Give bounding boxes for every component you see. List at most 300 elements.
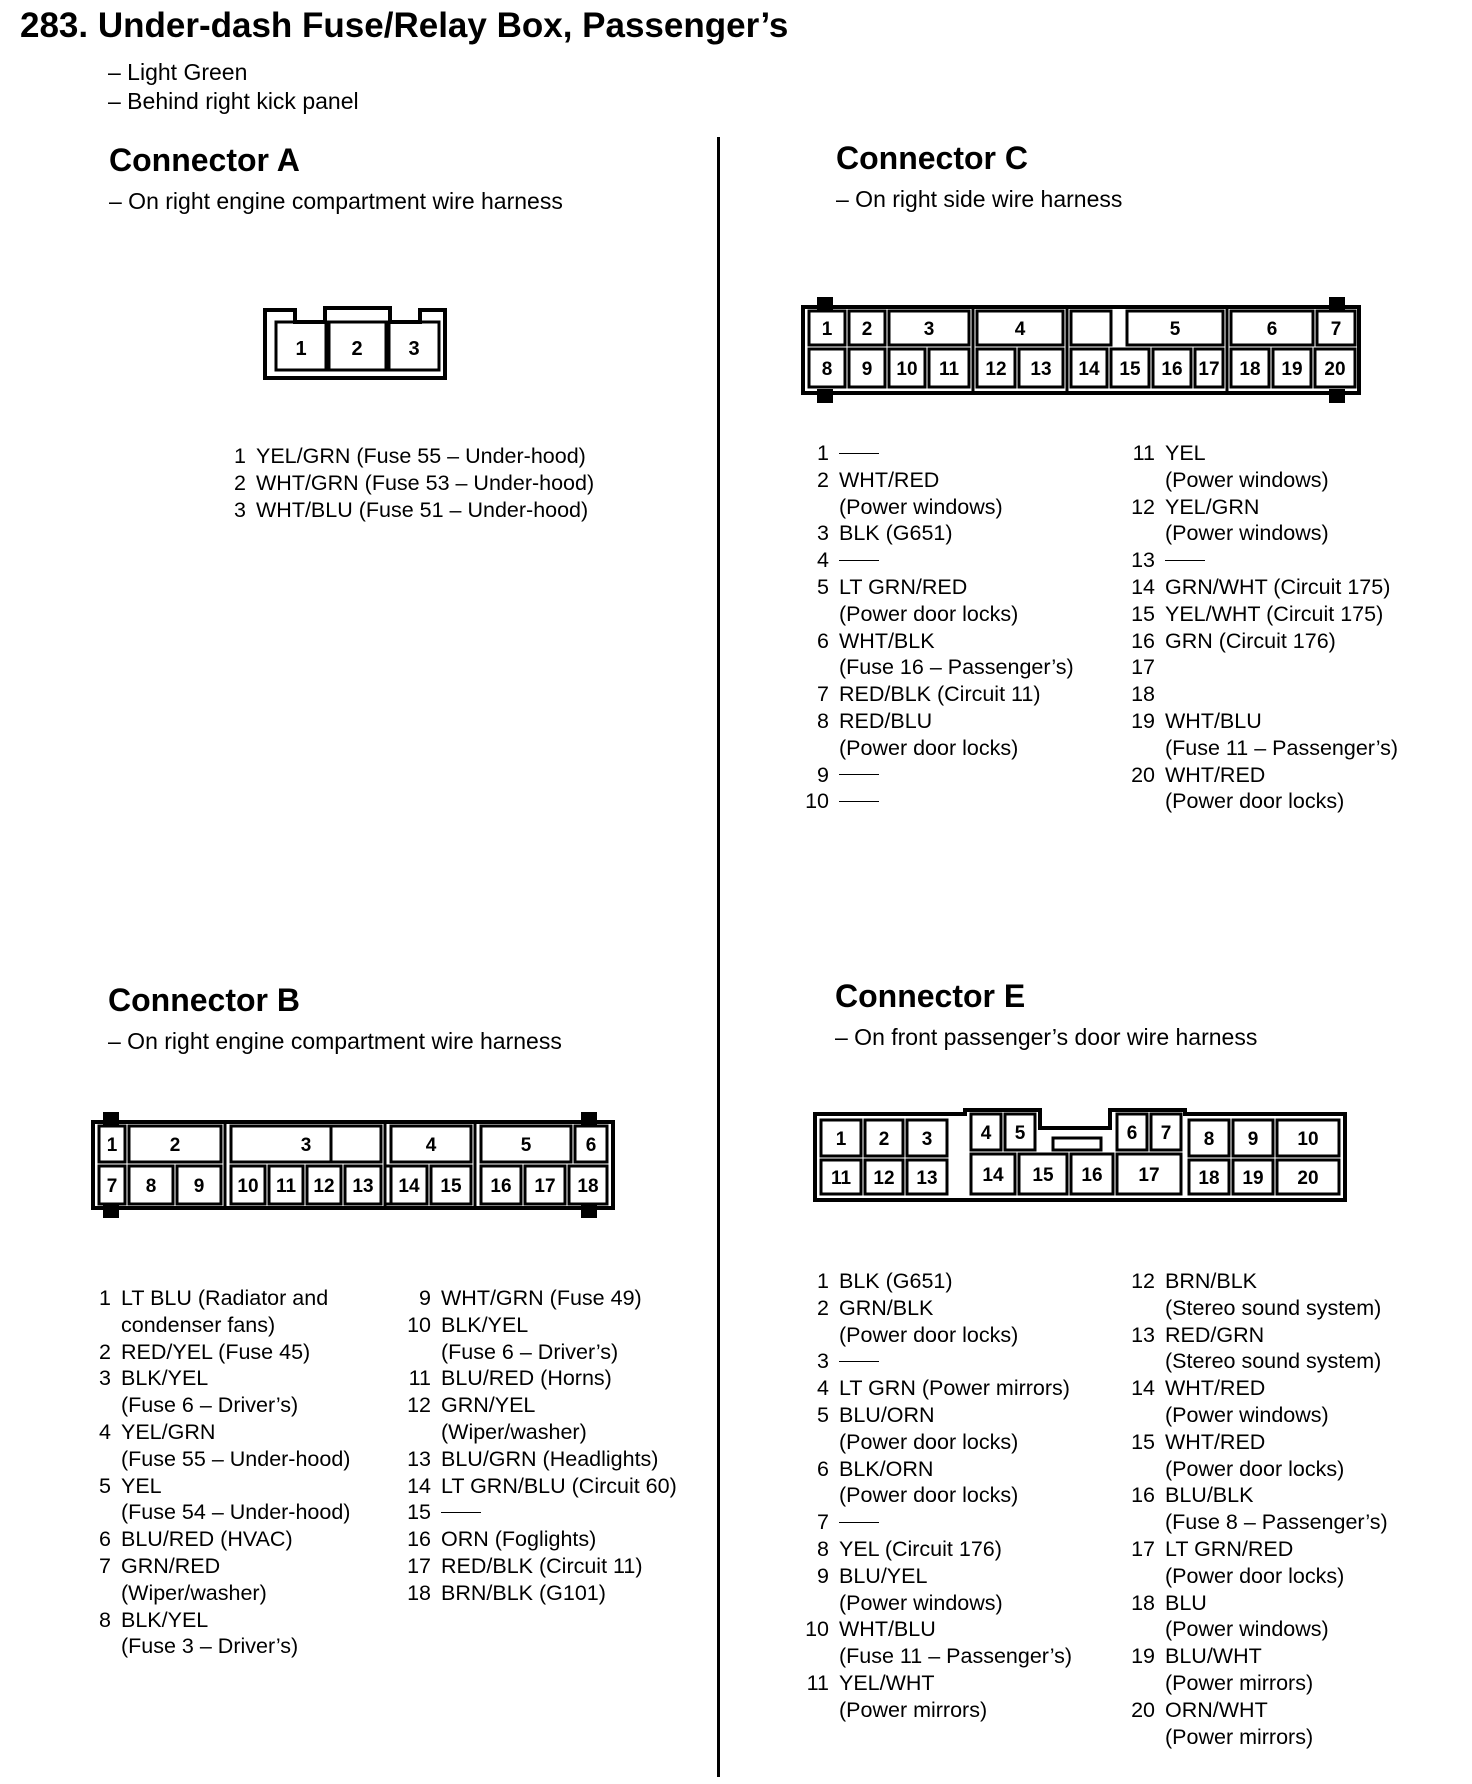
pin-row xyxy=(397,1526,677,1553)
pin-number: 1 xyxy=(234,444,246,468)
pin-row xyxy=(1121,681,1398,708)
pin-description: (Power windows) xyxy=(1165,1402,1329,1427)
pin-row xyxy=(397,1446,677,1473)
pin-number: 20 xyxy=(1131,1697,1155,1722)
pin-number: 4 xyxy=(817,1376,829,1401)
cavity-label: 2 xyxy=(861,319,873,340)
pin-row xyxy=(1121,574,1398,601)
pin-row xyxy=(795,1536,1072,1563)
cavity-label: 10 xyxy=(237,1176,259,1197)
pin-wire: WHT/BLU (Fuse 51 – Under-hood) xyxy=(256,497,589,522)
cavity-label: 5 xyxy=(1014,1123,1026,1144)
unused-pin-dash xyxy=(839,789,879,813)
pin-number: 11 xyxy=(806,1670,829,1695)
pin-row xyxy=(1121,762,1398,816)
cavity-label: 11 xyxy=(938,359,960,380)
pin-row xyxy=(212,497,594,524)
pin-wire: WHT/RED xyxy=(839,467,940,492)
pin-number: 7 xyxy=(99,1553,111,1578)
pin-number: 1 xyxy=(99,1286,111,1310)
pin-number: 15 xyxy=(1131,1429,1155,1454)
pin-description: (Stereo sound system) xyxy=(1165,1349,1382,1374)
cavity-label: 3 xyxy=(923,319,935,340)
pin-number: 4 xyxy=(817,548,829,573)
pin-wire: BRN/BLK (G101) xyxy=(441,1580,606,1605)
pin-description: (Power windows) xyxy=(1165,1617,1329,1642)
connector-b-pin-list-1 xyxy=(77,1285,350,1660)
pin-row xyxy=(397,1365,677,1392)
pin-row xyxy=(1121,1482,1388,1536)
pin-row xyxy=(795,1348,1072,1375)
connector-c-pin-list-2 xyxy=(1121,440,1398,815)
pin-row xyxy=(1121,494,1398,548)
cavity-label: 2 xyxy=(878,1129,890,1150)
pin-row xyxy=(397,1473,677,1500)
pin-row xyxy=(795,1670,1072,1724)
pin-wire: WHT/RED xyxy=(1165,762,1266,787)
cavity-label: 11 xyxy=(830,1168,852,1189)
pin-number: 9 xyxy=(419,1286,431,1310)
unused-pin-dash xyxy=(1165,548,1205,572)
cavity-label: 13 xyxy=(352,1176,374,1197)
pin-number: 5 xyxy=(817,574,829,599)
cavity-label: 13 xyxy=(1030,359,1052,380)
color-note: – Light Green xyxy=(108,59,248,85)
pin-number: 16 xyxy=(407,1527,431,1552)
cavity-label: 14 xyxy=(398,1176,420,1197)
pin-description: (Fuse 8 – Passenger’s) xyxy=(1165,1510,1388,1535)
pin-row xyxy=(1121,1697,1388,1751)
pin-wire: LT GRN (Power mirrors) xyxy=(839,1376,1070,1401)
connector-b-title: Connector B xyxy=(108,982,300,1018)
pin-number: 3 xyxy=(234,497,246,522)
pin-wire: YEL xyxy=(1165,441,1206,465)
pin-wire: BLU/BLK xyxy=(1165,1483,1254,1508)
pin-wire: WHT/GRN (Fuse 49) xyxy=(441,1286,642,1310)
pin-row xyxy=(795,1456,1072,1510)
pin-number: 6 xyxy=(817,628,829,653)
cavity-box xyxy=(1071,311,1111,345)
column-divider xyxy=(717,137,720,1777)
pin-wire: WHT/RED xyxy=(1165,1376,1266,1401)
cavity-label: 1 xyxy=(106,1135,118,1156)
cavity-label: 4 xyxy=(1014,319,1026,340)
cavity-label: 1 xyxy=(835,1129,847,1150)
pin-number: 4 xyxy=(99,1419,111,1444)
cavity-label: 16 xyxy=(1081,1165,1103,1186)
connector-a-pin-list xyxy=(212,443,594,523)
pin-wire: GRN/RED xyxy=(121,1553,221,1578)
pin-wire: YEL/WHT xyxy=(839,1670,935,1695)
pin-row xyxy=(795,762,1074,789)
pin-description: (Fuse 54 – Under-hood) xyxy=(121,1500,351,1525)
connector-e-pin-list-1 xyxy=(795,1268,1072,1724)
pin-description: (Stereo sound system) xyxy=(1165,1295,1382,1320)
pin-row xyxy=(77,1526,350,1553)
pin-number: 2 xyxy=(99,1339,111,1364)
pin-wire: RED/BLU xyxy=(839,708,933,733)
cavity-label: 7 xyxy=(1160,1123,1172,1144)
cavity-label: 16 xyxy=(490,1176,512,1197)
unused-pin-dash xyxy=(839,763,879,787)
pin-row xyxy=(795,1616,1072,1670)
cavity-label: 3 xyxy=(921,1129,933,1150)
cavity-label: 8 xyxy=(821,359,833,380)
cavity-label: 12 xyxy=(873,1168,895,1189)
pin-row xyxy=(1121,1375,1388,1429)
cavity-label: 20 xyxy=(1297,1168,1319,1189)
cavity-label: 7 xyxy=(1330,319,1342,340)
pin-wire: YEL xyxy=(121,1473,162,1498)
cavity-label: 19 xyxy=(1242,1168,1264,1189)
connector-e-diagram xyxy=(805,1100,1350,1210)
connector-b-latch xyxy=(105,1206,117,1216)
pin-wire: WHT/BLU xyxy=(839,1617,936,1642)
pin-description: (Wiper/washer) xyxy=(441,1419,587,1444)
pin-row xyxy=(1121,601,1398,628)
pin-wire: BLU xyxy=(1165,1590,1207,1615)
pin-wire: BLK (G651) xyxy=(839,521,953,546)
pin-row xyxy=(1121,1590,1388,1644)
pin-wire: GRN/BLK xyxy=(839,1295,934,1320)
pin-row xyxy=(77,1553,350,1607)
cavity-label: 18 xyxy=(1198,1168,1220,1189)
pin-number: 12 xyxy=(407,1393,431,1418)
pin-row xyxy=(795,1375,1072,1402)
connector-a-cavity-label: 2 xyxy=(351,338,363,360)
pin-number: 10 xyxy=(805,789,829,814)
pin-row xyxy=(1121,1429,1388,1483)
pin-wire: WHT/GRN (Fuse 53 – Under-hood) xyxy=(256,470,595,495)
cavity-label: 8 xyxy=(145,1176,157,1197)
pin-number: 10 xyxy=(805,1617,829,1642)
connector-c-pin-list-1 xyxy=(795,440,1074,815)
connector-a-location: – On right engine compartment wire harness xyxy=(109,188,563,214)
pin-wire: BLU/GRN (Headlights) xyxy=(441,1446,659,1471)
pin-wire: WHT/RED xyxy=(1165,1429,1266,1454)
pin-number: 11 xyxy=(408,1366,431,1391)
connector-b-diagram xyxy=(85,1108,620,1223)
pin-description: (Power mirrors) xyxy=(1165,1670,1314,1695)
pin-wire: BLK/YEL xyxy=(121,1607,209,1632)
pin-wire: BLU/ORN xyxy=(839,1402,935,1427)
pin-wire: ORN/WHT xyxy=(1165,1697,1268,1722)
pin-number: 17 xyxy=(1131,1536,1155,1561)
cavity-label: 14 xyxy=(1078,359,1100,380)
pin-row xyxy=(795,520,1074,547)
pin-number: 14 xyxy=(407,1473,431,1498)
pin-wire: GRN/YEL xyxy=(441,1393,536,1418)
connector-c-location: – On right side wire harness xyxy=(836,186,1123,212)
pin-number: 14 xyxy=(1131,574,1155,599)
pin-row xyxy=(212,470,594,497)
pin-wire: WHT/BLU xyxy=(1165,708,1262,733)
connector-b-location: – On right engine compartment wire harness xyxy=(108,1028,562,1054)
cavity-label: 4 xyxy=(425,1135,437,1156)
pin-row xyxy=(1121,1268,1388,1322)
pin-number: 16 xyxy=(1131,1483,1155,1508)
connector-e-key xyxy=(1053,1138,1101,1150)
cavity-label: 10 xyxy=(1297,1129,1319,1150)
pin-number: 17 xyxy=(1131,655,1155,680)
pin-wire: YEL/GRN (Fuse 55 – Under-hood) xyxy=(256,444,586,468)
pin-description: (Fuse 6 – Driver’s) xyxy=(121,1393,299,1418)
connector-a-diagram xyxy=(255,300,455,390)
pin-row xyxy=(77,1339,350,1366)
pin-wire: RED/BLK (Circuit 11) xyxy=(839,682,1041,707)
pin-row xyxy=(795,681,1074,708)
pin-row xyxy=(795,1268,1072,1295)
pin-number: 2 xyxy=(817,1295,829,1320)
pin-wire: WHT/BLK xyxy=(839,628,935,653)
pin-wire: BLU/RED (HVAC) xyxy=(121,1527,293,1552)
unused-pin-dash xyxy=(839,441,879,465)
connector-a-cavity-label: 1 xyxy=(295,338,307,360)
pin-wire: LT GRN/RED xyxy=(839,574,968,599)
pin-description: (Power door locks) xyxy=(839,1429,1019,1454)
pin-wire: YEL/GRN xyxy=(1165,494,1260,519)
pin-number: 9 xyxy=(817,762,829,787)
pin-description: (Power door locks) xyxy=(839,1483,1019,1508)
pin-number: 8 xyxy=(99,1607,111,1632)
pin-row xyxy=(77,1473,350,1527)
pin-number: 8 xyxy=(817,1536,829,1561)
pin-row xyxy=(397,1553,677,1580)
pin-number: 10 xyxy=(407,1312,431,1337)
cavity-label: 15 xyxy=(440,1176,462,1197)
pin-number: 7 xyxy=(817,1510,829,1535)
connector-b-latch xyxy=(583,1206,595,1216)
pin-wire: ORN (Foglights) xyxy=(441,1527,597,1552)
cavity-label: 17 xyxy=(534,1176,556,1197)
pin-row xyxy=(77,1419,350,1473)
pin-description: (Fuse 11 – Passenger’s) xyxy=(1165,735,1399,760)
pin-row xyxy=(795,1509,1072,1536)
cavity-label: 13 xyxy=(916,1168,938,1189)
pin-wire: RED/YEL (Fuse 45) xyxy=(121,1339,311,1364)
pin-number: 20 xyxy=(1131,762,1155,787)
pin-number: 15 xyxy=(407,1500,431,1525)
pin-number: 2 xyxy=(234,470,246,495)
cavity-label: 2 xyxy=(169,1135,181,1156)
pin-row xyxy=(212,443,594,470)
cavity-label: 19 xyxy=(1281,359,1303,380)
pin-number: 6 xyxy=(99,1527,111,1552)
cavity-label: 1 xyxy=(821,319,833,340)
pin-number: 16 xyxy=(1131,628,1155,653)
pin-wire: BLU/RED (Horns) xyxy=(441,1366,612,1391)
pin-number: 5 xyxy=(817,1402,829,1427)
pin-number: 19 xyxy=(1131,1644,1155,1669)
pin-row xyxy=(795,1563,1072,1617)
pin-description: (Fuse 11 – Passenger’s) xyxy=(839,1644,1073,1669)
pin-number: 14 xyxy=(1131,1376,1155,1401)
cavity-label: 18 xyxy=(1239,359,1261,380)
pin-number: 15 xyxy=(1131,601,1155,626)
pin-wire: BLK/YEL xyxy=(121,1366,209,1391)
cavity-label: 7 xyxy=(106,1176,118,1197)
pin-row xyxy=(397,1392,677,1446)
cavity-label: 12 xyxy=(313,1176,335,1197)
connector-b-pin-list-2 xyxy=(397,1285,677,1607)
pin-wire: RED/GRN xyxy=(1165,1322,1265,1347)
cavity-label: 15 xyxy=(1119,359,1141,380)
pin-number: 1 xyxy=(817,1269,829,1293)
cavity-label: 6 xyxy=(585,1135,597,1156)
pin-wire: YEL (Circuit 176) xyxy=(839,1536,1002,1561)
pin-number: 9 xyxy=(817,1563,829,1588)
pin-wire: YEL/WHT (Circuit 175) xyxy=(1165,601,1384,626)
pin-description: (Power door locks) xyxy=(1165,789,1345,814)
cavity-label: 11 xyxy=(275,1176,297,1197)
connector-b-latch xyxy=(583,1114,595,1124)
pin-wire: BLK/ORN xyxy=(839,1456,934,1481)
connector-c-latch xyxy=(819,299,831,309)
pin-row xyxy=(1121,1643,1388,1697)
pin-number: 11 xyxy=(1132,441,1155,465)
pin-description: (Fuse 6 – Driver’s) xyxy=(441,1339,619,1364)
pin-wire: GRN (Circuit 176) xyxy=(1165,628,1336,653)
pin-number: 18 xyxy=(1131,682,1155,707)
pin-description: (Wiper/washer) xyxy=(121,1580,267,1605)
pin-row xyxy=(795,1295,1072,1349)
pin-row xyxy=(795,574,1074,628)
pin-number: 3 xyxy=(817,1349,829,1374)
pin-wire: BLU/YEL xyxy=(839,1563,928,1588)
connector-c-latch xyxy=(1331,391,1343,401)
pin-number: 19 xyxy=(1131,708,1155,733)
pin-description: (Fuse 55 – Under-hood) xyxy=(121,1446,351,1471)
cavity-label: 8 xyxy=(1203,1129,1215,1150)
cavity-label: 17 xyxy=(1198,359,1220,380)
cavity-label: 5 xyxy=(520,1135,532,1156)
pin-row xyxy=(795,1402,1072,1456)
pin-number: 7 xyxy=(817,682,829,707)
connector-c-diagram xyxy=(795,293,1370,408)
connector-e-location: – On front passenger’s door wire harness xyxy=(835,1024,1258,1050)
connector-b-latch xyxy=(105,1114,117,1124)
pin-description: (Power door locks) xyxy=(839,1322,1019,1347)
pin-wire: LT BLU (Radiator and xyxy=(121,1286,329,1310)
cavity-label: 6 xyxy=(1266,319,1278,340)
pin-description: (Power door locks) xyxy=(839,735,1019,760)
pin-number: 13 xyxy=(1131,548,1155,573)
cavity-label: 10 xyxy=(896,359,918,380)
pin-row xyxy=(1121,708,1398,762)
pin-number: 12 xyxy=(1131,494,1155,519)
cavity-label: 16 xyxy=(1161,359,1183,380)
pin-number: 6 xyxy=(817,1456,829,1481)
connector-a-cavity-label: 3 xyxy=(408,338,420,360)
unused-pin-dash xyxy=(839,548,879,572)
pin-number: 3 xyxy=(99,1366,111,1391)
pin-description: (Power windows) xyxy=(1165,521,1329,546)
pin-row xyxy=(795,467,1074,521)
pin-description: (Power windows) xyxy=(839,494,1003,519)
connector-c-latch xyxy=(1331,299,1343,309)
pin-number: 12 xyxy=(1131,1269,1155,1293)
pin-number: 13 xyxy=(1131,1322,1155,1347)
pin-description: (Fuse 3 – Driver’s) xyxy=(121,1634,299,1659)
unused-pin-dash xyxy=(839,1510,879,1534)
pin-wire: LT GRN/BLU (Circuit 60) xyxy=(441,1473,677,1498)
cavity-box xyxy=(331,1126,381,1162)
cavity-label: 14 xyxy=(982,1165,1004,1186)
pin-row xyxy=(397,1285,677,1312)
connector-e-pin-list-2 xyxy=(1121,1268,1388,1750)
page-title: 283. Under-dash Fuse/Relay Box, Passenger’s xyxy=(20,6,789,45)
pin-number: 17 xyxy=(407,1553,431,1578)
pin-row xyxy=(795,440,1074,467)
pin-wire: LT GRN/RED xyxy=(1165,1536,1294,1561)
cavity-label: 20 xyxy=(1324,359,1346,380)
connector-c-title: Connector C xyxy=(836,140,1028,176)
pin-number: 13 xyxy=(407,1446,431,1471)
pin-wire: BLK/YEL xyxy=(441,1312,529,1337)
pin-wire: YEL/GRN xyxy=(121,1419,216,1444)
pin-row xyxy=(1121,547,1398,574)
pin-description: (Power mirrors) xyxy=(1165,1724,1314,1749)
unused-pin-dash xyxy=(839,1349,879,1373)
pin-number: 2 xyxy=(817,467,829,492)
pin-wire: RED/BLK (Circuit 11) xyxy=(441,1553,643,1578)
pin-row xyxy=(1121,1322,1388,1376)
pin-number: 3 xyxy=(817,521,829,546)
pin-number: 5 xyxy=(99,1473,111,1498)
cavity-label: 9 xyxy=(193,1176,205,1197)
pin-description: (Power door locks) xyxy=(839,601,1019,626)
pin-number: 1 xyxy=(817,441,829,465)
pin-number: 18 xyxy=(1131,1590,1155,1615)
pin-wire: BRN/BLK xyxy=(1165,1269,1258,1293)
cavity-label: 12 xyxy=(985,359,1007,380)
pin-description: (Power door locks) xyxy=(1165,1563,1345,1588)
pin-description: (Fuse 16 – Passenger’s) xyxy=(839,655,1074,680)
pin-description: (Power windows) xyxy=(1165,467,1329,492)
pin-row xyxy=(77,1285,350,1339)
pin-description: (Power windows) xyxy=(839,1590,1003,1615)
pin-row xyxy=(1121,1536,1388,1590)
cavity-label: 6 xyxy=(1126,1123,1138,1144)
pin-row xyxy=(795,788,1074,815)
pin-row xyxy=(77,1607,350,1661)
pin-wire: BLU/WHT xyxy=(1165,1644,1262,1669)
pin-wire: BLK (G651) xyxy=(839,1269,953,1293)
cavity-label: 17 xyxy=(1138,1165,1160,1186)
connector-c-latch xyxy=(819,391,831,401)
pin-number: 18 xyxy=(407,1580,431,1605)
cavity-label: 9 xyxy=(861,359,873,380)
pin-row xyxy=(1121,654,1398,681)
cavity-label: 4 xyxy=(980,1123,992,1144)
pin-row xyxy=(795,708,1074,762)
pin-row xyxy=(77,1365,350,1419)
pin-wire: GRN/WHT (Circuit 175) xyxy=(1165,574,1391,599)
cavity-label: 18 xyxy=(577,1176,599,1197)
pin-row xyxy=(795,547,1074,574)
pin-row xyxy=(795,628,1074,682)
connector-a-title: Connector A xyxy=(109,142,300,178)
connector-e-title: Connector E xyxy=(835,978,1026,1014)
cavity-label: 15 xyxy=(1032,1165,1054,1186)
pin-description: (Power mirrors) xyxy=(839,1697,988,1722)
cavity-label: 3 xyxy=(300,1135,312,1156)
location-note: – Behind right kick panel xyxy=(108,88,359,114)
pin-row xyxy=(397,1580,677,1607)
pin-row xyxy=(1121,440,1398,494)
pin-row xyxy=(397,1499,677,1526)
pin-row xyxy=(397,1312,677,1366)
